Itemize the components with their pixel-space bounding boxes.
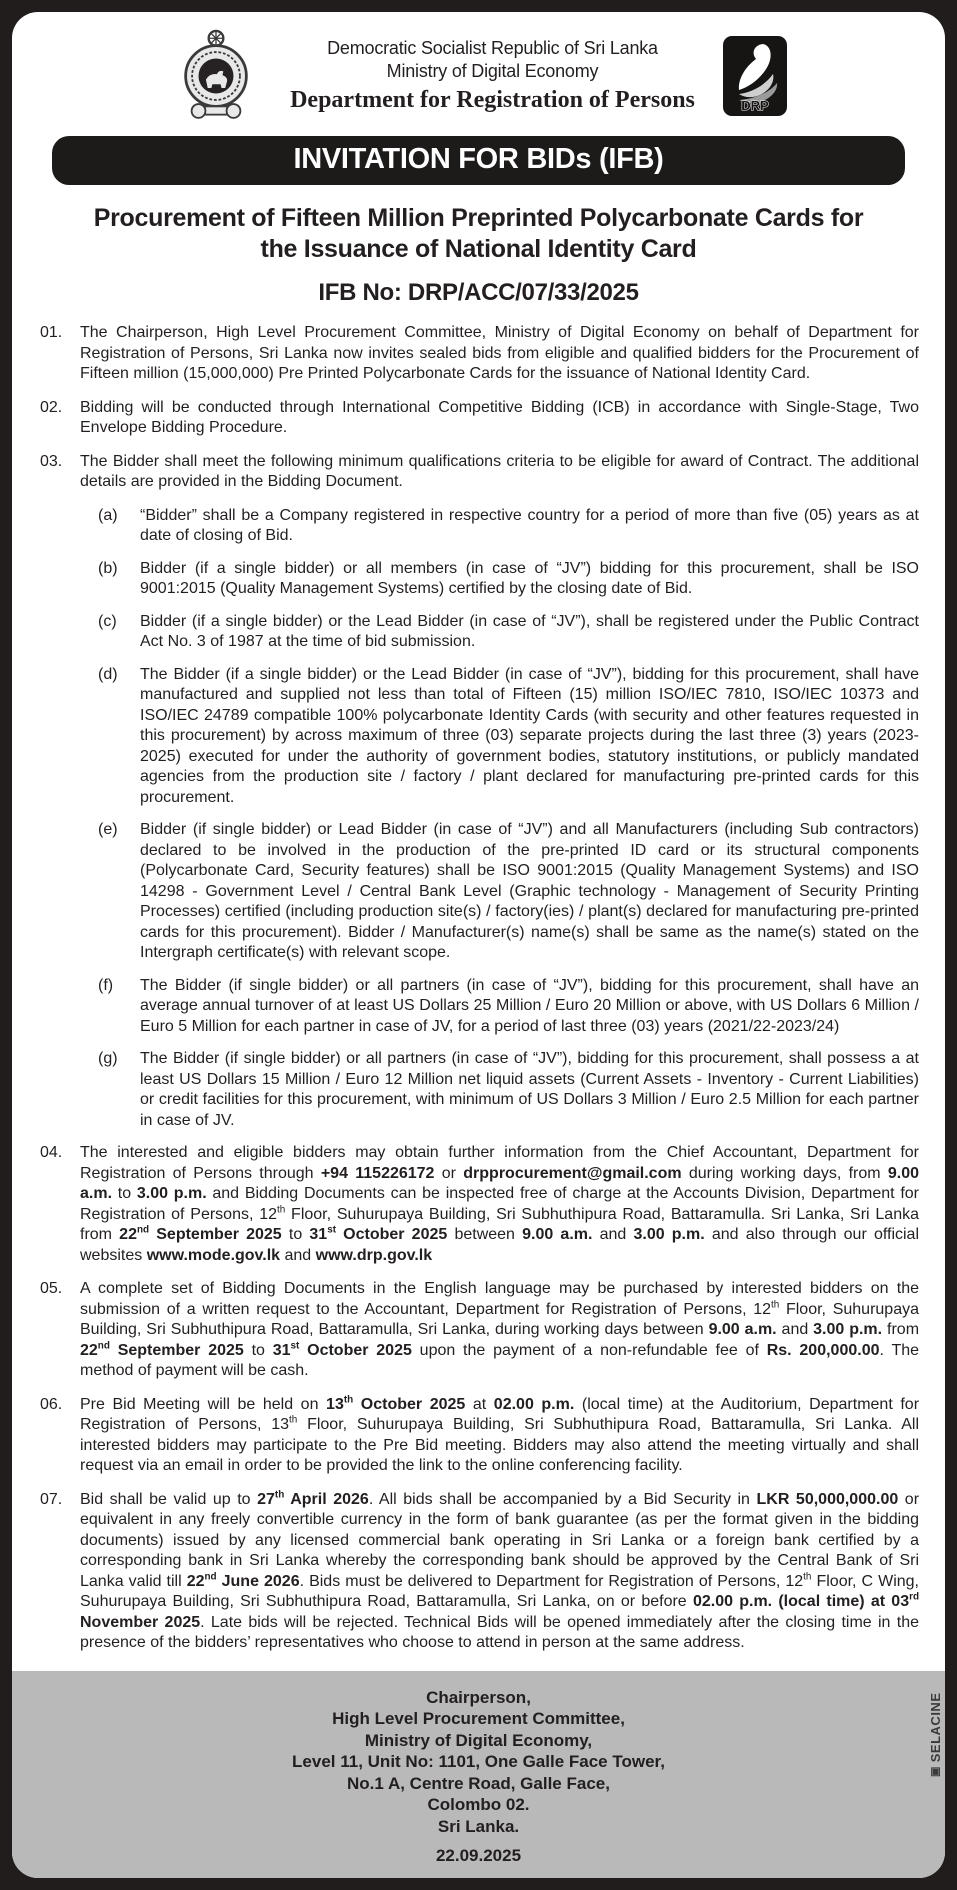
footer-line: Ministry of Digital Economy, (364, 1730, 593, 1750)
subitem-text: Bidder (if single bidder) or Lead Bidder (in case of “JV”) and all Manufacturers (including Sub contractors) declared to be involved in the production of the pre-printed ID card or its structural components (Polycarbonate Card, Security features) shall be ISO 9001:2015 (Quality Management Systems) and ISO 14298 - Government Level / Central Bank Level (Graphic technology - Management of Security Printing Processes) certified (including production site(s) / factory(ies) / plant(s) declared for manufacturing pre-printed cards for this procurement). Bidder / Manufacturer(s) name(s) shall be same as the name(s) stated on the Intergraph certificate(s) with relevant scope. (140, 821, 919, 961)
item-number: 02. (40, 398, 63, 416)
procurement-title: Procurement of Fifteen Million Preprinted Polycarbonate Cards for the Issuance of National Identity Card (93, 204, 864, 263)
subitem-text: The Bidder (if single bidder) or all partners (in case of “JV”), bidding for this procurement, shall have an average annual turnover of at least US Dollars 25 Million / Euro 20 Million or above, with US Dollars 6 Million / Euro 5 Million for each partner in case of JV, for a period of last three (03) years (2021/22-2023/24) (140, 976, 919, 1035)
footer-line: Chairperson, (426, 1687, 531, 1707)
selacine-watermark-text: SELACINE (928, 1692, 943, 1763)
list-subitem-d (40, 665, 919, 809)
item-number: 04. (40, 1144, 63, 1161)
item-text: Bidding will be conducted through International Competitive Bidding (ICB) in accordance with Single-Stage, Two Envelope Bidding Procedure. (80, 398, 919, 436)
footer-line: Sri Lanka. (437, 1816, 520, 1836)
list-item-07 (40, 1490, 919, 1654)
subitem-label: (g) (98, 1050, 118, 1067)
subitem-text: Bidder (if a single bidder) or the Lead Bidder (in case of “JV”), shall be registered under the Public Contract Act No. 3 of 1987 at the time of bid submission. (140, 612, 919, 650)
item-text: The Chairperson, High Level Procurement Committee, Ministry of Digital Economy on behalf of Department for Registration of Persons, Sri Lanka now invites sealed bids from eligible and qualified bidders for the Procurement of Fifteen million (15,000,000) Pre Printed Polycarbonate Cards for the issuance of National Identity Card. (80, 324, 919, 382)
item-number: 06. (40, 1395, 63, 1413)
list-subitem-g (40, 1049, 919, 1131)
header-text-block (290, 37, 695, 115)
item-number: 01. (40, 324, 63, 341)
selacine-watermark (928, 1693, 943, 1779)
footer-line: Level 11, Unit No: 1101, One Galle Face Tower, (292, 1752, 665, 1771)
notice-date: 22.09.2025 (435, 1846, 522, 1865)
subitem-text: The Bidder (if a single bidder) or the Lead Bidder (in case of “JV”), bidding for this procurement, shall have manufactured and supplied not less than total of Fifteen (15) million ISO/IEC 7810, ISO/IEC 10373 and ISO/IEC 24789 compatible 100% polycarbonate Identity Cards (with security and other features requested in this procurement) by across maximum of three (03) separate projects during the last three (3) years (2023-2025) executed for under the authority of government bodies, statutory institutions, or publicly mandated agencies from the production site / factory / plant declared for manufacturing pre-printed cards for this procurement. (140, 665, 919, 806)
department-name: Department for Registration of Persons (290, 87, 695, 113)
list-subitem-b (40, 559, 919, 600)
svg-text:DRP: DRP (741, 98, 769, 113)
footer-line: No.1 A, Centre Road, Galle Face, (347, 1773, 610, 1793)
list-item-04 (40, 1143, 919, 1266)
item-text: The Bidder shall meet the following minimum qualifications criteria to be eligible for award of Contract. The additional details are provided in the Bidding Document. (80, 452, 919, 490)
ifb-number: IFB No: DRP/ACC/07/33/2025 (318, 279, 639, 306)
item-number: 05. (40, 1280, 63, 1297)
ministry-name: Ministry of Digital Economy (386, 61, 599, 81)
item-text: A complete set of Bidding Documents in the English language may be purchased by interested bidders on the submission of a written request to the Accountant, Department for Registration of Persons, 12th Floor, Suhurupaya Building, Sri Subhuthipura Road, Battaramulla, Sri Lanka, during working days between 9.00 a.m. and 3.00 p.m. from 22nd September 2025 to 31st October 2025 upon the payment of a non-refundable fee of Rs. 200,000.00. The method of payment will be cash. (80, 1280, 920, 1379)
subitem-text: “Bidder” shall be a Company registered in respective country for a period of more than five (05) years as at date of closing of Bid. (140, 506, 919, 544)
drp-swan-logo-icon (723, 36, 787, 116)
list-item-03 (40, 452, 919, 493)
item-text: Pre Bid Meeting will be held on 13th October 2025 at 02.00 p.m. (local time) at the Auditorium, Department for Registration of Persons, 13th Floor, Suhurupaya Building, Sri Subhuthipura Road, Battaramulla, Sri Lanka. All interested bidders may participate to the Pre Bid meeting. Bidders may also attend the meeting virtually and shall request via an email in order to be provided the link to the online conferencing facility. (80, 1394, 920, 1474)
footer-line: High Level Procurement Committee, (332, 1709, 625, 1728)
footer-address-block (12, 1671, 945, 1879)
invitation-banner: INVITATION FOR BIDs (IFB) (52, 136, 905, 185)
notice-body (12, 323, 945, 1671)
subitem-text: The Bidder (if single bidder) or all partners (in case of “JV”), bidding for this procurement, shall possess a at least US Dollars 15 Million / Euro 12 Million net liquid assets (Current Assets - Inventory - Current Liabilities) or credit facilities for this procurement, with minimum of US Dollars 3 Million / Euro 2.5 Million for each partner in case of JV. (140, 1050, 919, 1129)
subitem-label: (e) (98, 821, 118, 838)
subitem-label: (d) (98, 665, 118, 683)
subitem-label: (c) (98, 612, 117, 630)
list-item-02 (40, 398, 919, 439)
country-name: Democratic Socialist Republic of Sri Lanka (327, 38, 658, 58)
list-item-01 (40, 323, 919, 385)
item-text: Bid shall be valid up to 27th April 2026. All bids shall be accompanied by a Bid Security in LKR 50,000,000.00 or equivalent in any freely convertible currency in the form of bank guarantee (as per the format given in the bidding documents) issued by any licensed commercial bank operating in Sri Lanka or a foreign bank certified by a corresponding bank in Sri Lanka whereby the corresponding bank should be approved by the Central Bank of Sri Lanka valid till 22nd June 2026. Bids must be delivered to Department for Registration of Persons, 12th Floor, C Wing, Suhurupaya Building, Sri Subhuthipura Road, Battaramulla, Sri Lanka, on or before 02.00 p.m. (local time) at 03rd November 2025. Late bids will be rejected. Technical Bids will be opened immediately after the closing time in the presence of the bidders’ representatives who choose to attend in person at the same address. (80, 1489, 920, 1651)
list-subitem-a (40, 506, 919, 547)
list-item-06 (40, 1395, 919, 1477)
sri-lanka-national-emblem-icon (170, 28, 262, 124)
item-text: The interested and eligible bidders may obtain further information from the Chief Accountant, Department for Registration of Persons through +94 115226172 or drpprocurement@gmail.com during working days, from 9.00 a.m. to 3.00 p.m. and Bidding Documents can be inspected free of charge at the Accounts Division, Department for Registration of Persons, 12th Floor, Suhurupaya Building, Sri Subhuthipura Road, Battaramulla. Sri Lanka, Sri Lanka from 22nd September 2025 to 31st October 2025 between 9.00 a.m. and 3.00 p.m. and also through our official websites www.mode.gov.lk and www.drp.gov.lk (80, 1144, 920, 1264)
footer-line: Colombo 02. (427, 1795, 530, 1814)
list-subitem-e (40, 820, 919, 964)
list-subitem-f (40, 976, 919, 1038)
item-number: 03. (40, 452, 63, 470)
list-item-05 (40, 1279, 919, 1382)
subitem-label: (f) (98, 976, 114, 994)
notice-inner-sheet (12, 12, 945, 1878)
subitem-label: (a) (98, 506, 118, 524)
header (12, 12, 945, 128)
subitem-text: Bidder (if a single bidder) or all members (in case of “JV”) bidding for this procurement, shall be ISO 9001:2015 (Quality Management Systems) certified by the closing date of Bid. (140, 559, 919, 597)
selacine-logo-icon: ▣ (930, 1765, 942, 1779)
list-subitem-c (40, 612, 919, 653)
subitem-label: (b) (98, 559, 118, 577)
item-number: 07. (40, 1490, 63, 1508)
